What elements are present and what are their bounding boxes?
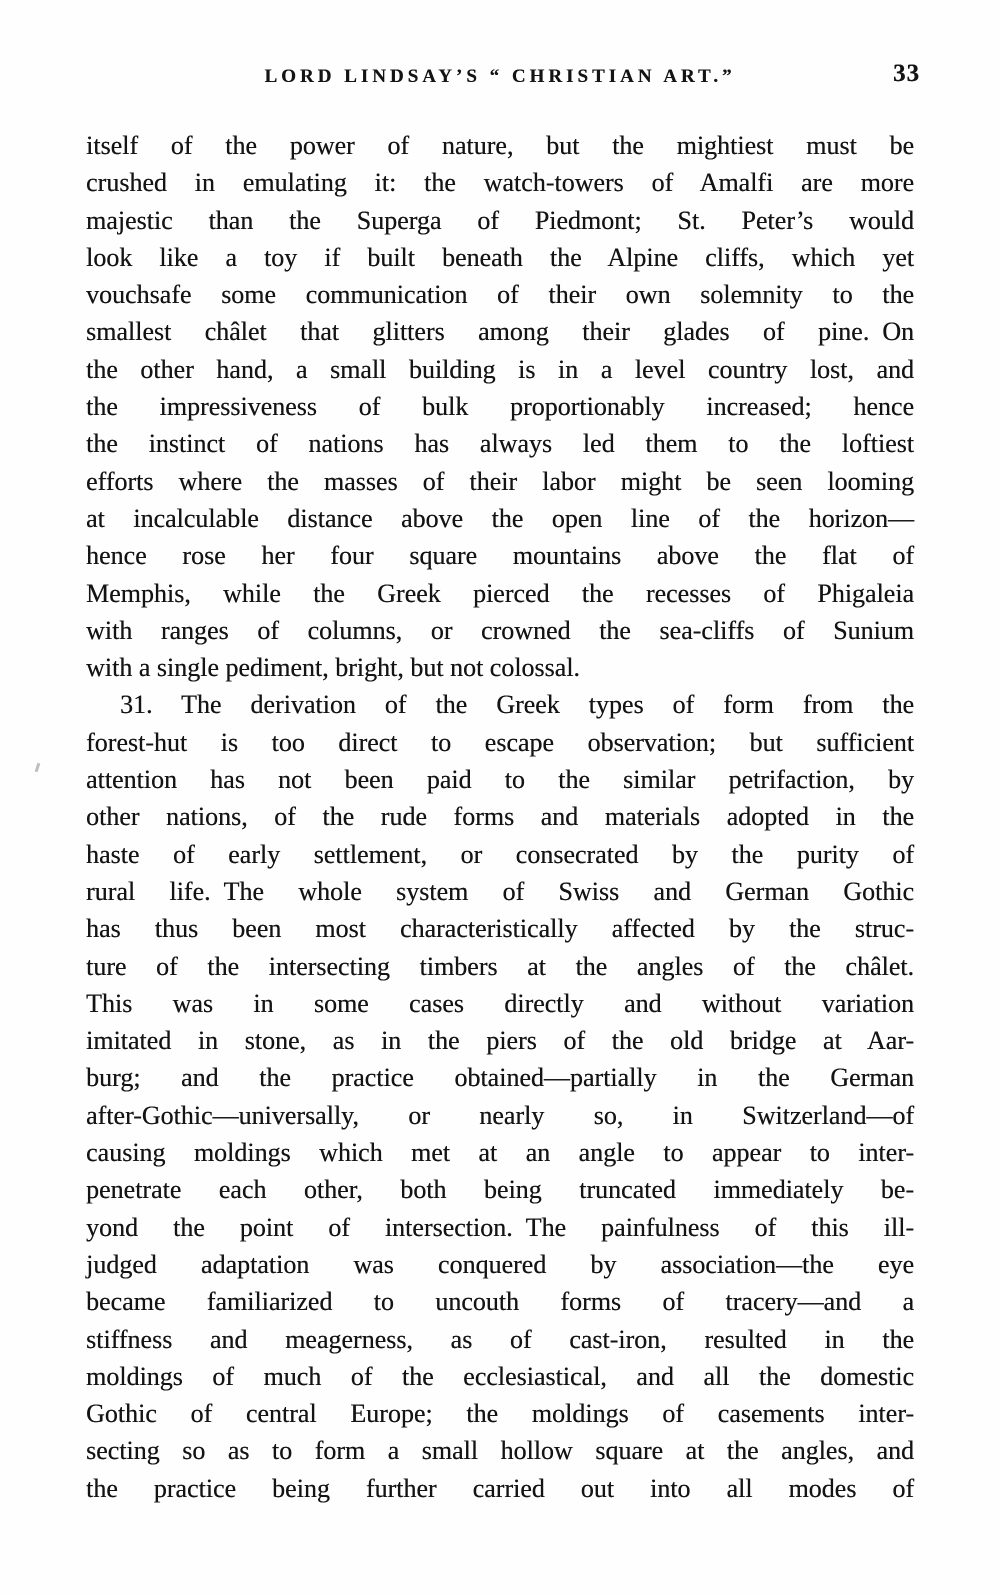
text-line: stiffness and meagerness, as of cast-iron, resulted in the (86, 1324, 914, 1354)
page-number: 33 (893, 60, 920, 87)
text-line: 31. The derivation of the Greek types of form from the (120, 690, 914, 720)
text-line: the other hand, a small building is in a level country lost, and (86, 354, 914, 384)
text-line: forest-hut is too direct to escape observation; but sufficient (86, 727, 914, 757)
text-line: itself of the power of nature, but the mightiest must be (86, 131, 914, 160)
text-line: look like a toy if built beneath the Alpine cliffs, which yet (86, 242, 914, 272)
text-line: after-Gothic—universally, or nearly so, in Switzerland—of (86, 1100, 914, 1130)
text-line: This was in some cases directly and without variation (86, 988, 914, 1018)
text-line: efforts where the masses of their labor might be seen looming (86, 466, 914, 496)
text-line: other nations, of the rude forms and materials adopted in the (86, 802, 914, 832)
scan-artifact-mark (35, 763, 41, 772)
text-line: burg; and the practice obtained—partially in the German (86, 1063, 914, 1093)
text-line: rural life. The whole system of Swiss and German Gothic (86, 876, 914, 906)
text-line: majestic than the Superga of Piedmont; St. Peter’s would (86, 205, 914, 235)
text-line: smallest châlet that glitters among their glades of pine. On (86, 317, 914, 347)
text-line: secting so as to form a small hollow square at the angles, and (86, 1436, 914, 1466)
text-line: hence rose her four square mountains above the flat of (86, 541, 914, 571)
text-line: imitated in stone, as in the piers of the old bridge at Aar- (86, 1026, 914, 1056)
text-line: has thus been most characteristically affected by the struc- (86, 914, 914, 944)
text-line: yond the point of intersection. The painfulness of this ill- (86, 1212, 914, 1242)
text-line: haste of early settlement, or consecrated by the purity of (86, 839, 914, 869)
text-line: crushed in emulating it: the watch-towers of Amalfi are more (86, 168, 914, 198)
text-line: with a single pediment, bright, but not colossal. (86, 653, 580, 683)
text-line: judged adaptation was conquered by association—the eye (86, 1249, 914, 1279)
text-line: with ranges of columns, or crowned the sea-cliffs of Sunium (86, 615, 914, 645)
text-line: penetrate each other, both being truncated immediately be- (86, 1175, 914, 1205)
text-line: causing moldings which met at an angle to appear to inter- (86, 1138, 914, 1168)
text-line: became familiarized to uncouth forms of tracery—and a (86, 1287, 914, 1317)
text-line: Gothic of central Europe; the moldings of casements inter- (86, 1399, 914, 1429)
text-line: attention has not been paid to the similar petrifaction, by (86, 765, 914, 795)
text-line: the practice being further carried out into all modes of (86, 1473, 914, 1503)
body-text (86, 127, 914, 1507)
text-line: moldings of much of the ecclesiastical, and all the domestic (86, 1361, 914, 1391)
running-header: LORD LINDSAY’S “ CHRISTIAN ART.” (264, 66, 736, 87)
text-line: at incalculable distance above the open line of the horizon— (86, 503, 914, 533)
text-line: ture of the intersecting timbers at the angles of the châlet. (86, 951, 914, 981)
text-line: vouchsafe some communication of their own solemnity to the (86, 280, 914, 310)
text-line: Memphis, while the Greek pierced the recesses of Phigaleia (86, 578, 914, 608)
text-line: the impressiveness of bulk proportionably increased; hence (86, 392, 914, 422)
text-line: the instinct of nations has always led them to the loftiest (86, 429, 914, 459)
